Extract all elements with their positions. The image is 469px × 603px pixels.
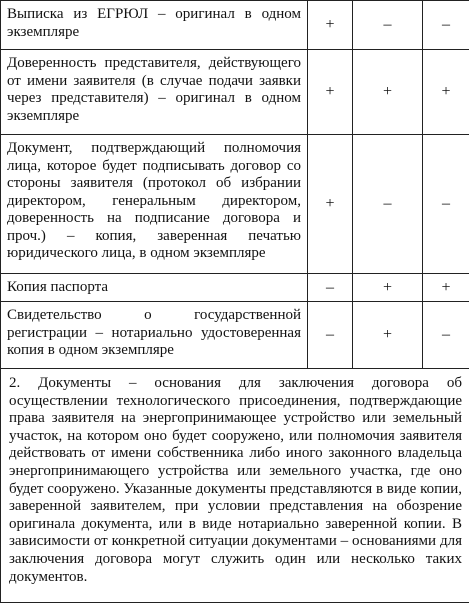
table-row — [1, 302, 469, 369]
row-mark: + — [308, 50, 353, 135]
row-mark: – — [423, 1, 469, 50]
row-mark: + — [423, 274, 469, 302]
row-description: Доверенность представителя, действующего от имени заявителя (в случае подачи заявки через представителя) – оригинал в одном экземпляре — [1, 50, 308, 135]
row-mark: – — [423, 135, 469, 274]
row-mark: + — [308, 135, 353, 274]
row-mark: + — [353, 274, 423, 302]
table-row — [1, 274, 469, 302]
section-paragraph: 2. Документы – основания для заключения договора об осуществлении технологического присоединения, подтверждающие права заявителя на энергопринимающее устройство или земельный участок, на котором оно будет сооружено, или полномочия заявителя действовать от имени собственника либо иного законного владельца энергопринимающего устройства или земельного участка, где оно будет сооружено. Указанные документы представляются в виде копии, заверенной заявителем, при условии представления на обозрение оригинала документа, или в виде нотариально заверенной копии. В зависимости от конкретной ситуации документами – основаниями для заключения договора могут служить один или несколько таких документов. — [1, 369, 469, 603]
row-mark: – — [423, 302, 469, 369]
row-description: Выписка из ЕГРЮЛ – оригинал в одном экземпляре — [1, 1, 308, 50]
row-mark: + — [308, 1, 353, 50]
row-description: Документ, подтверждающий полномочия лица, которое будет подписывать договор со стороны заявителя (протокол об избрании директором, генеральным директором, доверенность на подписание договора и проч.) – копия, заверенная печатью юридического лица, в одном экземпляре — [1, 135, 308, 274]
row-description: Копия паспорта — [1, 274, 308, 302]
table-row — [1, 50, 469, 135]
row-mark: – — [308, 274, 353, 302]
table-row — [1, 369, 469, 603]
row-description: Свидетельство о государственной регистрации – нотариально удостоверенная копия в одном экземпляре — [1, 302, 308, 369]
row-mark: – — [353, 1, 423, 50]
table-row — [1, 135, 469, 274]
row-mark: – — [308, 302, 353, 369]
row-mark: – — [353, 135, 423, 274]
row-mark: + — [353, 302, 423, 369]
row-mark: + — [423, 50, 469, 135]
table-row — [1, 1, 469, 50]
row-mark: + — [353, 50, 423, 135]
